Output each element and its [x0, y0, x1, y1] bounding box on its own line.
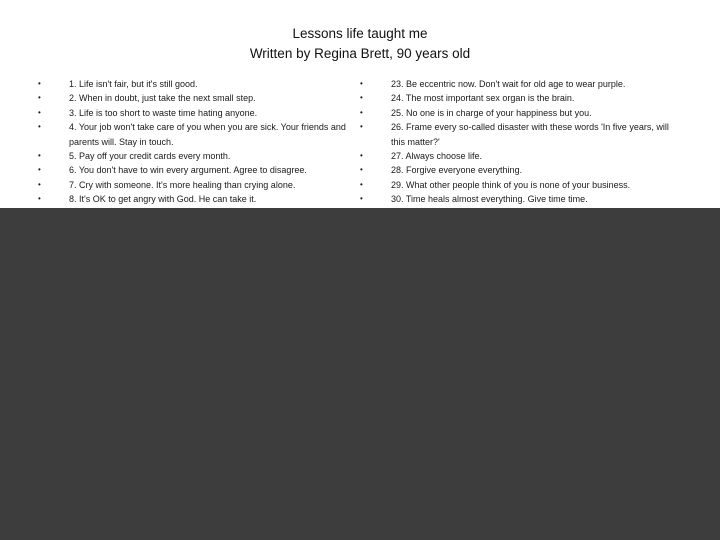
lesson-text: 30. Time heals almost everything. Give time time.: [391, 194, 588, 205]
lesson-item: [360, 192, 680, 206]
bullet-icon: •: [38, 179, 41, 189]
lesson-text: 6. You don't have to win every argument. Agree to disagree.: [69, 165, 307, 176]
bullet-icon: •: [38, 79, 41, 88]
lesson-text: 1. Life isn't fair, but it's still good.: [69, 79, 198, 89]
lesson-item: [360, 91, 680, 105]
lesson-item: [360, 77, 680, 91]
bullet-icon: •: [360, 107, 363, 117]
bullet-icon: •: [38, 122, 41, 132]
lesson-item: [38, 77, 358, 91]
lesson-item: [360, 178, 680, 192]
bullet-icon: •: [38, 151, 41, 161]
bullet-icon: •: [360, 122, 363, 132]
bullet-icon: •: [360, 165, 363, 175]
lesson-text: 4. Your job won't take care of you when you are sick. Your friends and: [69, 122, 346, 133]
bullet-icon: •: [360, 93, 363, 103]
lesson-text: 2. When in doubt, just take the next small step.: [69, 93, 256, 104]
lesson-text: this matter?': [391, 136, 440, 147]
bullet-icon: •: [360, 194, 363, 204]
lesson-item: [360, 106, 680, 120]
lesson-text: 24. The most important sex organ is the brain.: [391, 93, 575, 104]
title-line-1: Lessons life taught me: [292, 26, 428, 41]
lesson-text: 5. Pay off your credit cards every month.: [69, 151, 231, 162]
slide-title: [0, 24, 720, 64]
bullet-icon: •: [38, 93, 41, 103]
lesson-item: [38, 106, 358, 120]
lesson-item: [360, 149, 680, 163]
bullet-icon: •: [38, 194, 41, 204]
lesson-text: 8. It's OK to get angry with God. He can take it.: [69, 194, 257, 205]
bullet-icon: •: [360, 179, 363, 189]
lesson-text: 28. Forgive everyone everything.: [391, 165, 523, 176]
bullet-icon: •: [360, 79, 363, 88]
left-lesson-list: [38, 77, 358, 221]
lesson-item: [38, 149, 358, 163]
bullet-icon: •: [38, 165, 41, 175]
lesson-text: 23. Be eccentric now. Don't wait for old age to wear purple.: [391, 79, 626, 89]
lesson-text: 7. Cry with someone. It's more healing than crying alone.: [69, 179, 296, 190]
lesson-text: 25. No one is in charge of your happiness but you.: [391, 107, 592, 118]
bullet-icon: •: [360, 151, 363, 161]
lesson-item: [38, 91, 358, 105]
bullet-icon: •: [38, 107, 41, 117]
lesson-item: [38, 192, 358, 206]
lesson-text: 3. Life is too short to waste time hating anyone.: [69, 107, 258, 118]
lesson-item: [38, 163, 358, 177]
lesson-text: parents will. Stay in touch.: [69, 136, 174, 147]
lesson-text: 26. Frame every so-called disaster with these words 'In five years, will: [391, 122, 669, 133]
lesson-item: [38, 120, 358, 149]
lesson-item: [360, 120, 680, 149]
lesson-text: 29. What other people think of you is none of your business.: [391, 179, 631, 190]
dark-overlay: [0, 208, 720, 540]
lesson-text: 27. Always choose life.: [391, 151, 483, 162]
title-line-2: Written by Regina Brett, 90 years old: [249, 46, 471, 61]
lesson-item: [38, 178, 358, 192]
lesson-item: [360, 163, 680, 177]
right-lesson-list: [360, 77, 680, 221]
